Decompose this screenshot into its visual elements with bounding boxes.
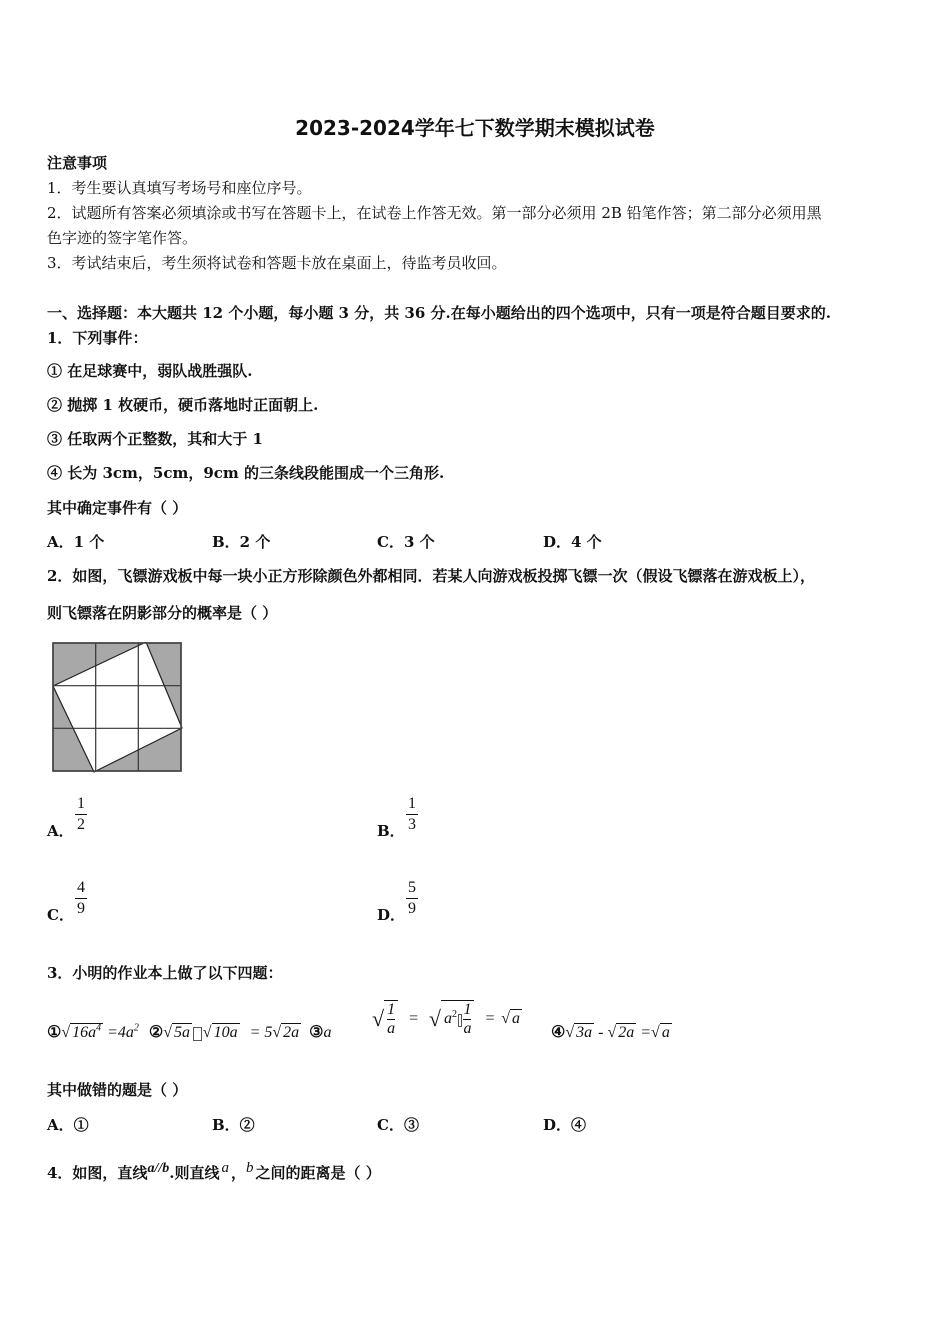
- q4-parallel: a//b: [147, 1161, 170, 1176]
- q3-item-3: ③: [309, 1024, 324, 1041]
- notice-item-2: 2．试题所有答案必须填涂或书写在答题卡上，在试卷上作答无效。第一部分必须用 2B 铅笔作答；第二部分必须用黑: [47, 204, 822, 222]
- q4-stem-c: 之间的距离是（ ）: [255, 1164, 381, 1182]
- q3-option-d: D．④: [543, 1116, 587, 1134]
- q3-e4m: -: [598, 1024, 604, 1041]
- q3-e2d: 2a: [283, 1024, 300, 1041]
- q3-e4c: a: [661, 1024, 670, 1041]
- q2-a-numerator: 1: [77, 795, 85, 812]
- q3-option-a: A．①: [47, 1116, 89, 1134]
- q3-e3b: a: [443, 1010, 452, 1028]
- q3-e2a: 5a: [174, 1024, 191, 1041]
- q3-option-c: C．③: [377, 1116, 419, 1134]
- q3-e3c: a: [512, 1010, 521, 1027]
- q2-option-d-fraction: [406, 879, 418, 918]
- q4-stem: [47, 1160, 381, 1183]
- q3-e1b: =4a: [107, 1024, 134, 1041]
- q2-c-denominator: 9: [77, 900, 85, 917]
- q1-stem: 1．下列事件：: [47, 329, 148, 347]
- q2-stem-cont: 则飞镖落在阴影部分的概率是（ ）: [47, 604, 278, 622]
- q3-e3n2: 1: [463, 1001, 472, 1018]
- q3-item-4-expression: ④√ 3a - √ 2a =√ a: [551, 1024, 670, 1041]
- q3-e2c: = 5: [249, 1024, 273, 1041]
- q3-e3n: 1: [387, 1001, 396, 1018]
- notice-item-3: 3．考试结束后，考生须将试卷和答题卡放在桌面上，待监考员收回。: [47, 254, 507, 272]
- q4-comma: ，: [230, 1164, 246, 1182]
- q4-line-a: a: [221, 1160, 229, 1176]
- notice-item-2-cont: 色字迹的签字笔作答。: [47, 229, 198, 247]
- q3-e3eq2: =: [484, 1010, 496, 1027]
- q3-item-1: ①: [47, 1024, 62, 1041]
- q1-option-d: D．4 个: [543, 533, 602, 551]
- q3-e3a: a: [323, 1024, 332, 1041]
- q3-e3sup: 2: [451, 1008, 457, 1020]
- q3-item-3-expression: √ $\frac{1}{a}$ = √ $a^2$ $\frac{1}{a}$ = √ a: [372, 1001, 521, 1037]
- q2-option-a-label: A．: [47, 822, 74, 840]
- q1-option-a: A．1 个: [47, 533, 105, 551]
- section-heading: 一、选择题：本大题共 12 个小题，每小题 3 分，共 36 分.在每小题给出的四个选项中，只有一项是符合题目要求的.: [47, 304, 831, 322]
- q1-event-1: ① 在足球赛中，弱队战胜强队.: [47, 362, 253, 380]
- q3-option-b: B．②: [212, 1116, 255, 1134]
- q3-stem: 3．小明的作业本上做了以下四题：: [47, 964, 283, 982]
- q1-option-c: C．3 个: [377, 533, 435, 551]
- q2-c-numerator: 4: [77, 879, 85, 896]
- q2-option-d-label: D．: [377, 906, 406, 924]
- q2-d-numerator: 5: [408, 879, 416, 896]
- q2-b-numerator: 1: [408, 795, 416, 812]
- q3-expressions: ①√ $16a^4 =4a^2$ ②√ 5a √ 10a = 5√ 2a ③a: [47, 1022, 332, 1041]
- q2-option-c-fraction: [75, 879, 87, 918]
- q3-e3d: a: [387, 1020, 396, 1037]
- q2-d-denominator: 9: [408, 900, 416, 917]
- q2-option-a-fraction: [75, 795, 87, 834]
- q3-e1a: 16a: [72, 1024, 97, 1041]
- q3-e2b: 10a: [213, 1024, 238, 1041]
- q2-stem: 2．如图，飞镖游戏板中每一块小正方形除颜色外都相同．若某人向游戏板投掷飞镖一次（假设飞镖落在游戏板上），: [47, 567, 815, 585]
- q2-option-c-label: C．: [47, 906, 74, 924]
- q3-item-4: ④: [551, 1024, 566, 1041]
- q1-event-2: ② 抛掷 1 枚硬币，硬币落地时正面朝上.: [47, 396, 319, 414]
- q3-e4a: 3a: [576, 1024, 593, 1041]
- q3-e4eq: =: [640, 1024, 652, 1041]
- q1-option-b: B．2 个: [212, 533, 271, 551]
- q3-e3eq: =: [408, 1010, 419, 1027]
- q3-e1sup: 4: [96, 1022, 102, 1034]
- q3-e4b: 2a: [618, 1024, 635, 1041]
- q1-event-4: ④ 长为 3cm，5cm，9cm 的三条线段能围成一个三角形.: [47, 464, 445, 482]
- q3-ask: 其中做错的题是（ ）: [47, 1081, 188, 1099]
- q1-ask: 其中确定事件有（ ）: [47, 499, 188, 517]
- q2-option-b-fraction: [406, 795, 418, 834]
- q3-e1sup2: 2: [133, 1022, 139, 1034]
- q4-stem-a: 4．如图，直线: [47, 1164, 148, 1182]
- notice-heading: 注意事项: [47, 154, 108, 172]
- q2-a-denominator: 2: [77, 816, 85, 833]
- q1-event-3: ③ 任取两个正整数，其和大于 1: [47, 430, 263, 448]
- q4-stem-b: .则直线: [169, 1164, 220, 1182]
- q4-line-b: b: [245, 1160, 254, 1176]
- q2-option-b-label: B．: [377, 822, 405, 840]
- q3-item-2: ②: [148, 1024, 164, 1041]
- q2-b-denominator: 3: [408, 816, 416, 833]
- dartboard-figure: [52, 642, 183, 773]
- q3-e3d2: a: [463, 1020, 472, 1037]
- notice-item-1: 1．考生要认真填写考场号和座位序号。: [47, 179, 312, 197]
- page-title: 2023-2024学年七下数学期末模拟试卷: [295, 116, 655, 140]
